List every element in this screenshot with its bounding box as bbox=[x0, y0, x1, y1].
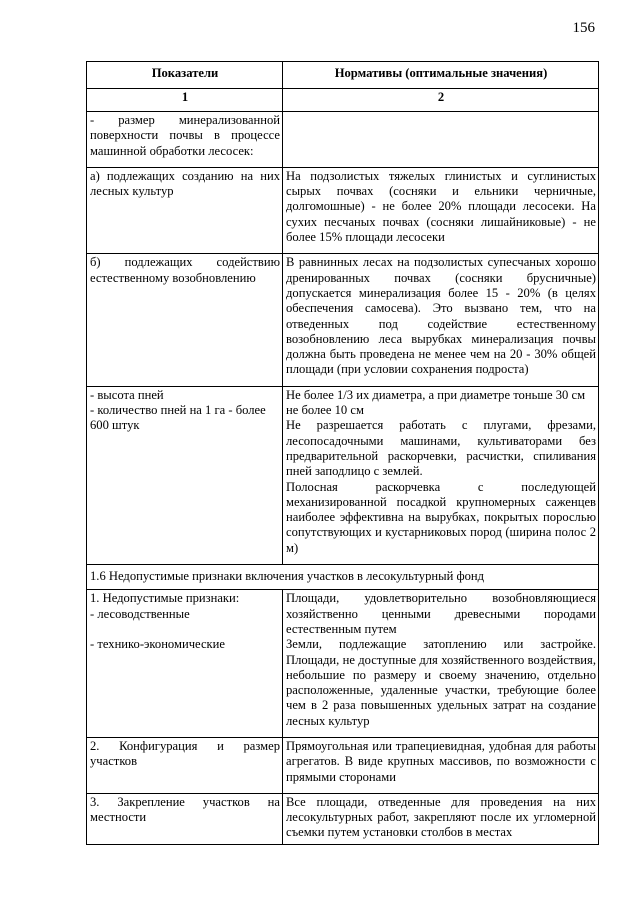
table-row bbox=[87, 793, 599, 844]
row-indicator-line: - технико-экономические bbox=[90, 636, 225, 651]
row-indicator-cell bbox=[87, 737, 283, 793]
row-norm-cell bbox=[283, 737, 599, 793]
row-norm-line: Полосная раскорчевка с последующей механизированной посадкой крупномерных саженцев наиболее эффективна на вырубках, покрытых порослью сопутствующих и кустарниковых пород (ширина полос 2 м) bbox=[286, 479, 596, 555]
row-norm-line: Земли, подлежащие затоплению или застройке. Площади, не доступные для хозяйственного воздействия, небольшие по размеру и своему значению, отдельно расположенные, удаленные участки, требующие более чем в 2 раза повышенных удельных затрат на создание лесных культур bbox=[286, 637, 596, 728]
row-norm-cell bbox=[283, 590, 599, 738]
row-indicator-cell bbox=[87, 793, 283, 844]
row-norm-text: Все площади, отведенные для проведения на них лесокультурных работ, закрепляют после их угломерной съемки путем установки столбов в местах bbox=[286, 794, 596, 840]
row-norm-text: В равнинных лесах на подзолистых супесчаных хорошо дренированных почвах (сосняки брусничные) допускается минерализация более 15 - 20% (в целях обеспечения самосева). Это вызвано тем, что на отведенных под содействие естественному возобновлению леса вырубках минерализация почвы должна быть проведена не менее чем на 20 - 30% общей площади (при условии сохранения подроста) bbox=[286, 255, 596, 377]
table-row bbox=[87, 737, 599, 793]
table-row bbox=[87, 112, 599, 168]
row-norm-line: Площади, удовлетворительно возобновляющиеся хозяйственно ценными древесными породами естественным путем bbox=[286, 591, 596, 636]
row-indicator-cell bbox=[87, 254, 283, 386]
row-indicator-cell bbox=[87, 112, 283, 168]
table-header-row bbox=[87, 62, 599, 89]
row-indicator-spacer bbox=[90, 622, 280, 637]
row-indicator-line: 1. Недопустимые признаки: bbox=[90, 591, 240, 606]
row-indicator-text: 2. Конфигурация и размер участков bbox=[90, 738, 280, 769]
row-norm-cell bbox=[283, 793, 599, 844]
row-indicator-cell bbox=[87, 167, 283, 253]
row-norm-cell bbox=[283, 386, 599, 564]
row-indicator-text: а) подлежащих созданию на них лесных культур bbox=[90, 168, 280, 199]
row-norm-line: Не разрешается работать с плугами, фрезами, лесопосадочными машинами, культиваторами без предварительной раскорчевки, расчистки, спиливания пней заподлицо с землей. bbox=[286, 418, 596, 479]
row-indicator-cell bbox=[87, 386, 283, 564]
row-norm-cell bbox=[283, 167, 599, 253]
row-norm-cell bbox=[283, 112, 599, 168]
section-title: 1.6 Недопустимые признаки включения участков в лесокультурный фонд bbox=[87, 565, 599, 590]
table-row bbox=[87, 590, 599, 738]
table-row bbox=[87, 254, 599, 386]
header-indicators: Показатели bbox=[87, 62, 283, 89]
page-number: 156 bbox=[572, 20, 595, 36]
row-norm-line: не более 10 см bbox=[286, 403, 364, 418]
table-numbering-row bbox=[87, 89, 599, 112]
norms-table bbox=[86, 61, 599, 845]
column-number-1: 1 bbox=[87, 89, 283, 112]
row-indicator-line: - лесоводственные bbox=[90, 606, 190, 621]
row-norm-cell bbox=[283, 254, 599, 386]
row-norm-text: На подзолистых тяжелых глинистых и суглинистых сырых почвах (сосняки и ельники черничные, долгомошные) - не более 20% площади лесосеки. На сухих песчаных почвах (сосняки лишайниковые) - не более 15% площади лесосеки bbox=[286, 168, 596, 245]
row-indicator-text: 3. Закрепление участков на местности bbox=[90, 794, 280, 825]
row-indicator-text: б) подлежащих содействию естественному возобновлению bbox=[90, 255, 280, 285]
column-number-2: 2 bbox=[283, 89, 599, 112]
row-indicator-line: - высота пней bbox=[90, 387, 164, 402]
table-row bbox=[87, 167, 599, 253]
header-norms: Нормативы (оптимальные значения) bbox=[283, 62, 599, 89]
row-norm-line: Не более 1/3 их диаметра, а при диаметре тоньше 30 см bbox=[286, 387, 586, 402]
row-indicator-line: - количество пней на 1 га - более 600 штук bbox=[90, 403, 266, 433]
table-row bbox=[87, 386, 599, 564]
row-indicator-text: - размер минерализованной поверхности почвы в процессе машинной обработки лесосек: bbox=[90, 113, 280, 158]
row-indicator-cell bbox=[87, 590, 283, 738]
row-norm-text: Прямоугольная или трапециевидная, удобная для работы агрегатов. В виде крупных массивов, по возможности с прямыми сторонами bbox=[286, 738, 596, 784]
section-title-row bbox=[87, 565, 599, 590]
